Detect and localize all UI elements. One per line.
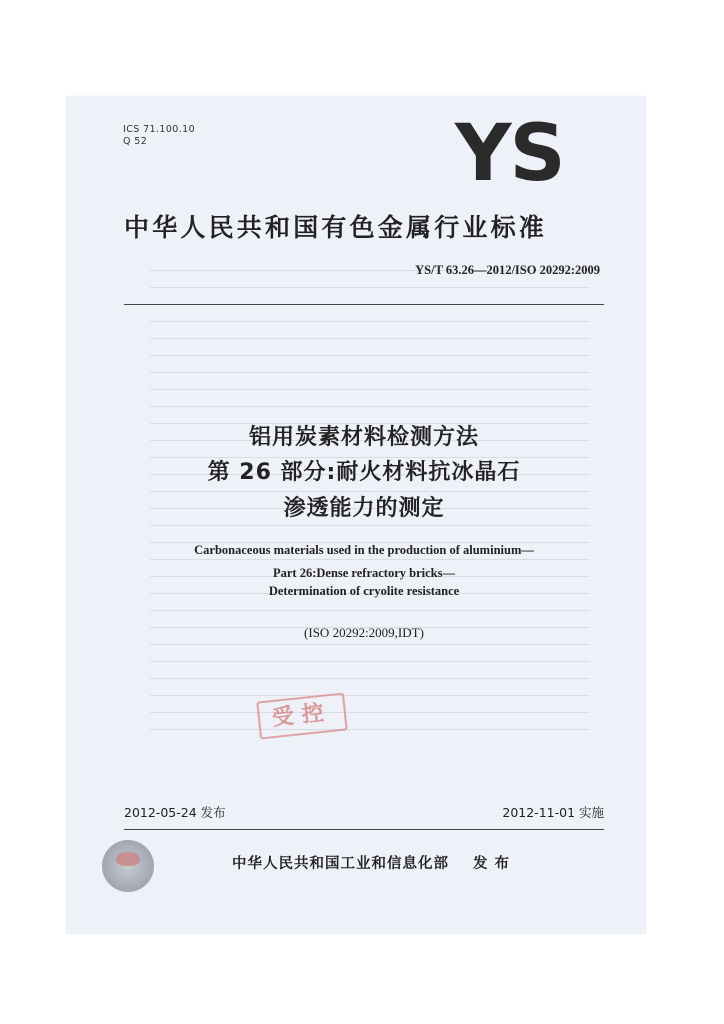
ccs-code: Q 52 [123,136,148,147]
iso-equivalence: (ISO 20292:2009,IDT) [304,625,424,640]
ys-logo: YS [455,109,564,199]
issue-date: 2012-05-24 发布 [124,805,226,820]
bottom-divider [124,829,604,830]
cn-title-line-1: 铝用炭素材料检测方法 [248,425,479,450]
controlled-stamp: 受控 [256,693,347,740]
standard-title: 中华人民共和国有色金属行业标准 [124,213,548,242]
en-title-line-2: Part 26:Dense refractory bricks— [272,566,455,580]
standard-number: YS/T 63.26—2012/ISO 20292:2009 [415,263,600,277]
anti-counterfeit-seal-icon [102,840,154,892]
publisher-verb: 发 布 [473,856,511,872]
classification-codes [123,124,195,148]
publisher-line [232,852,510,873]
en-title-line-1: Carbonaceous materials used in the production of aluminium— [194,543,534,557]
cn-title-line-3: 渗透能力的测定 [283,496,445,521]
implementation-date: 2012-11-01 实施 [502,805,604,820]
cn-title-line-2: 第 26 部分:耐火材料抗冰晶石 [207,460,521,485]
ics-code: ICS 71.100.10 [123,124,196,135]
publisher-name: 中华人民共和国工业和信息化部 [232,856,449,872]
top-divider [124,304,604,305]
en-title-line-3: Determination of cryolite resistance [268,584,460,598]
